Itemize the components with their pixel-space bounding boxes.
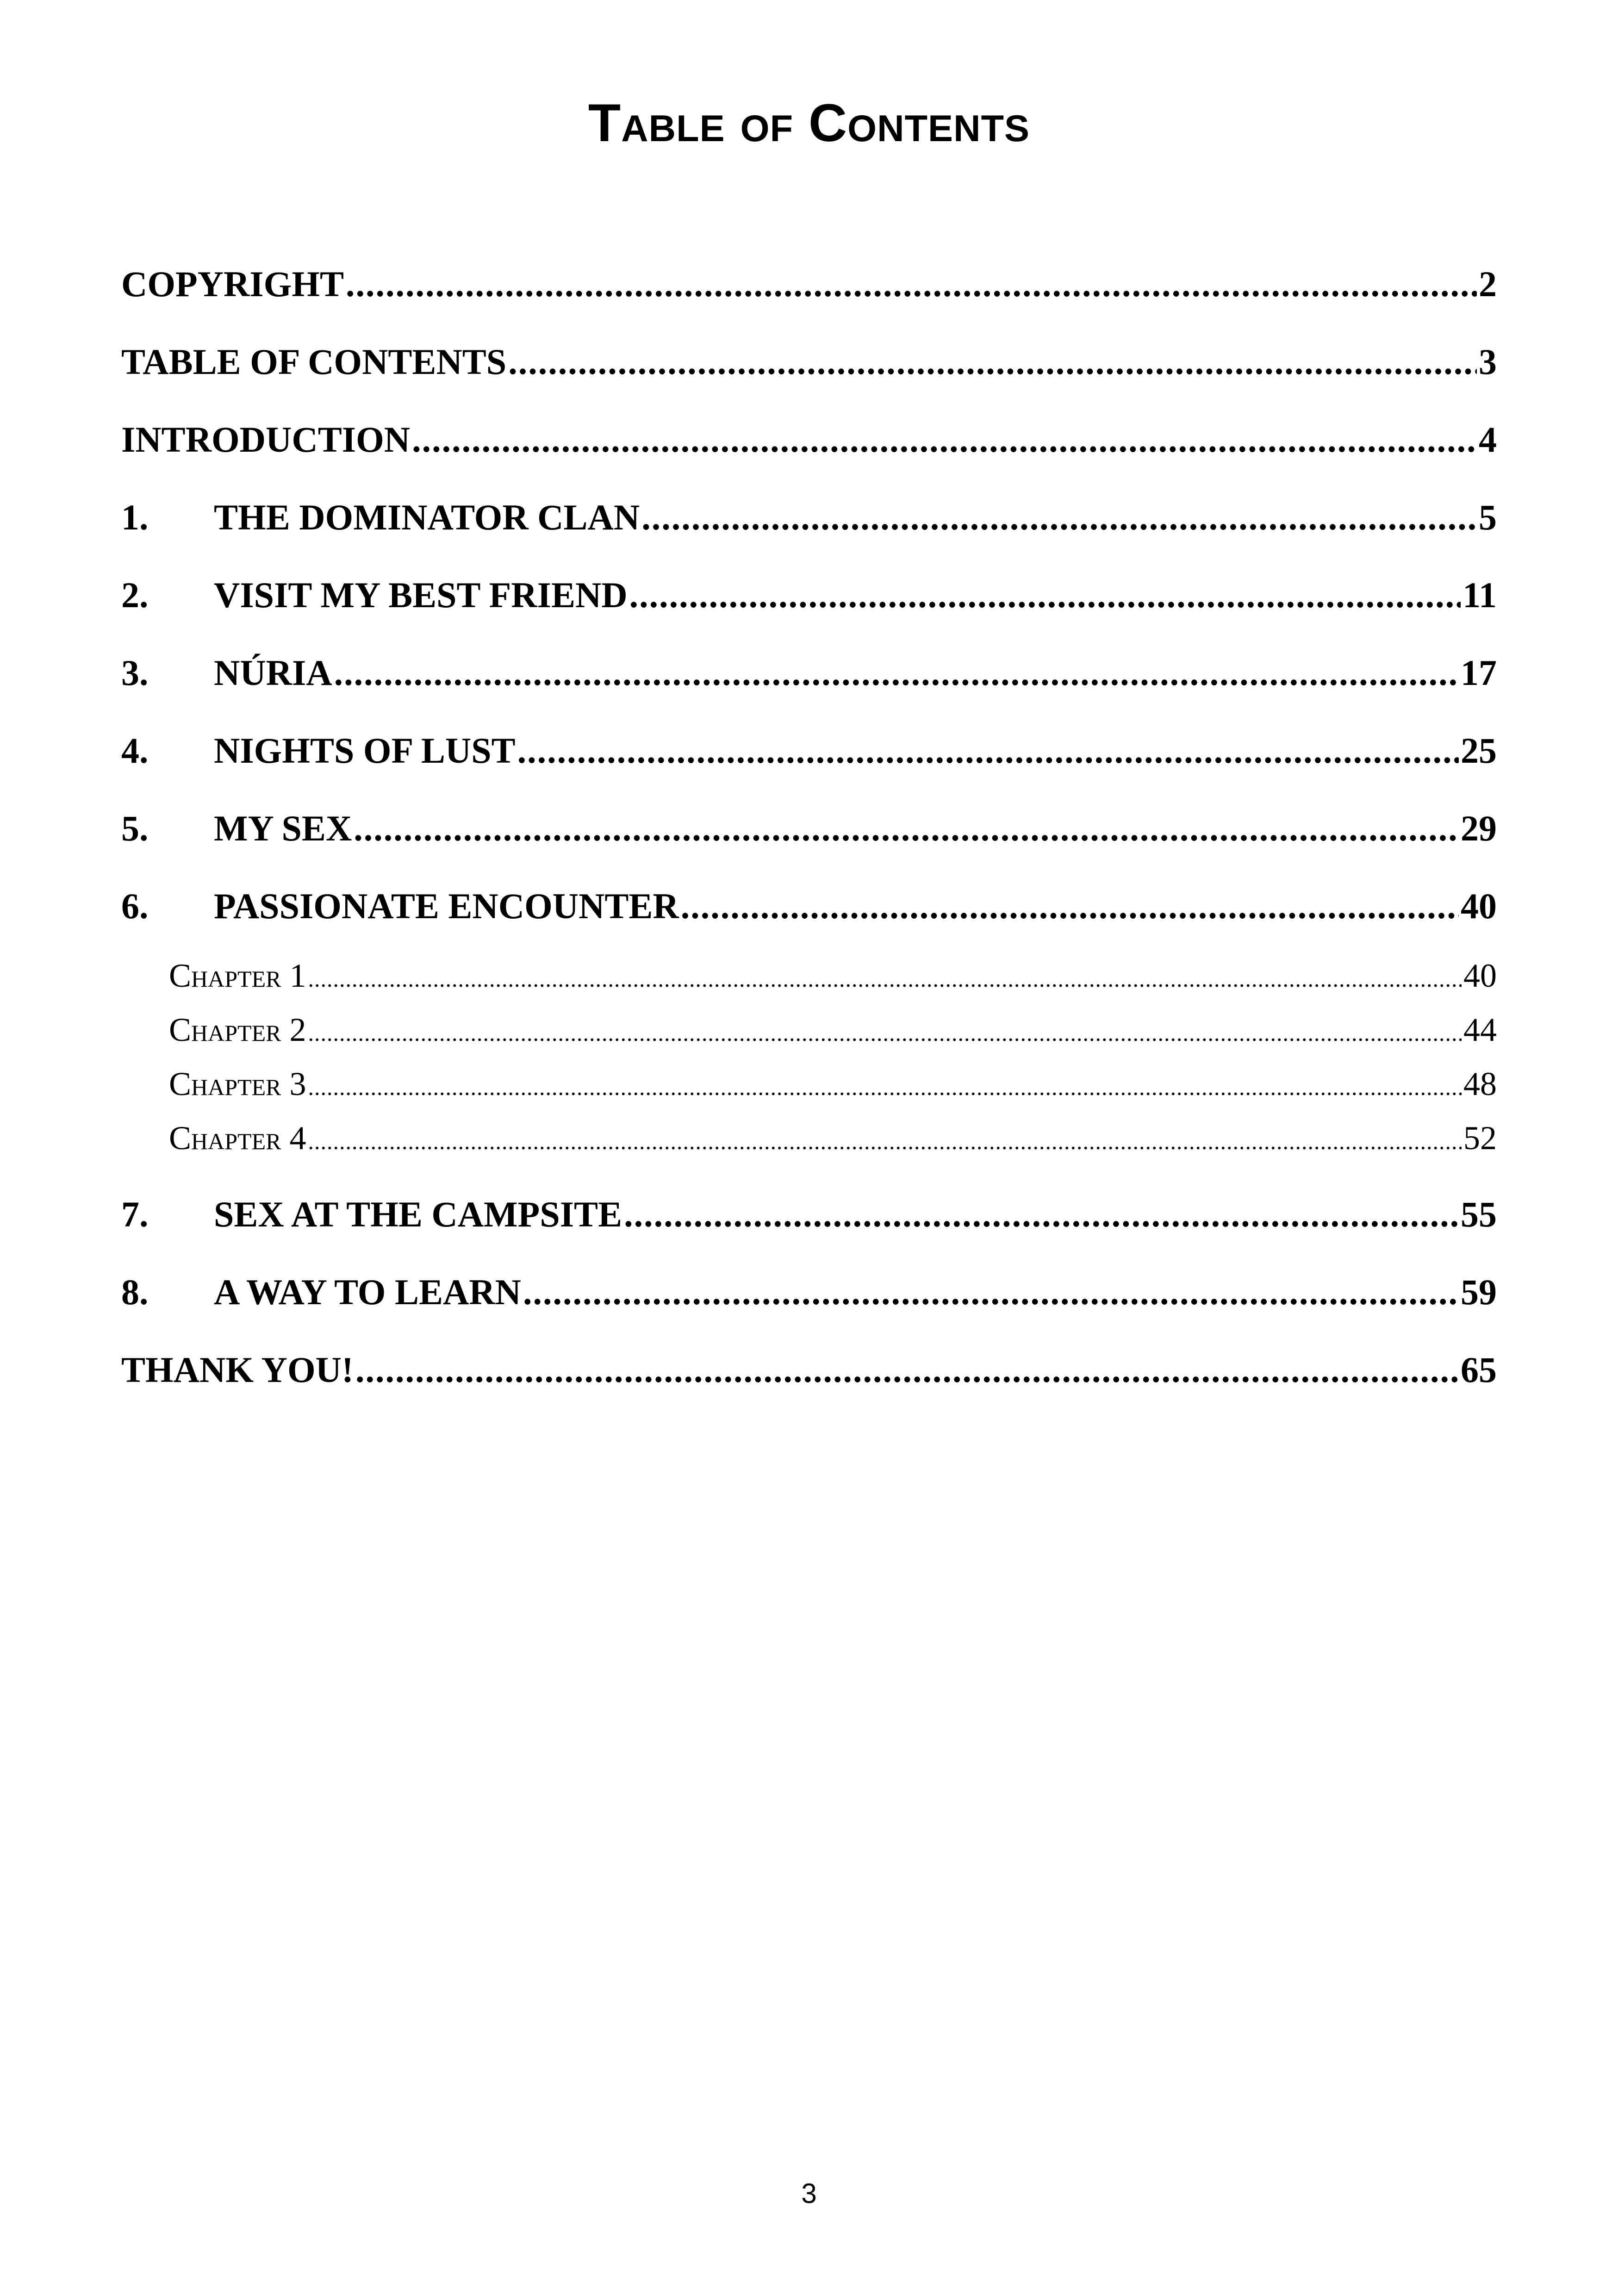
- toc-entry-number: 8.: [121, 1272, 149, 1312]
- toc-entry-label: NÚRIA: [214, 653, 332, 693]
- toc-subentry-page: 52: [1463, 1120, 1497, 1157]
- toc-entry-chapter-1[interactable]: [121, 479, 1497, 556]
- dot-leader: [523, 1253, 1459, 1331]
- toc-entry-label: NIGHTS OF LUST: [214, 730, 516, 771]
- toc-entry-label: A WAY TO LEARN: [214, 1272, 521, 1312]
- toc-entry-table-of-contents[interactable]: [121, 323, 1497, 401]
- toc-entry-page: 3: [1479, 342, 1497, 382]
- page-title: Table of Contents: [588, 93, 1030, 153]
- dot-leader: [517, 712, 1459, 790]
- toc-entry-number: 5.: [121, 808, 149, 848]
- toc-entry-label: VISIT MY BEST FRIEND: [214, 575, 628, 615]
- toc-entry-chapter-2[interactable]: [121, 556, 1497, 634]
- toc-subentry-label: Chapter 3: [169, 1065, 306, 1102]
- toc-subentry-chapter-2[interactable]: [121, 1003, 1497, 1057]
- dot-leader: [641, 479, 1477, 556]
- dot-leader: [308, 952, 1462, 1003]
- dot-leader: [629, 556, 1461, 634]
- toc-entry-label: COPYRIGHT: [121, 264, 344, 304]
- toc-entry-copyright[interactable]: [121, 245, 1497, 323]
- toc-entry-page: 29: [1461, 808, 1497, 848]
- toc-entry-page: 55: [1461, 1194, 1497, 1234]
- toc-entry-page: 2: [1479, 264, 1497, 304]
- toc-entry-thank-you[interactable]: [121, 1331, 1497, 1409]
- toc-subentry-page: 44: [1463, 1011, 1497, 1048]
- dot-leader: [334, 634, 1459, 712]
- toc-subentry-chapter-3[interactable]: [121, 1057, 1497, 1111]
- toc-subentry-chapter-1[interactable]: [121, 949, 1497, 1003]
- dot-leader: [354, 790, 1459, 867]
- toc-entry-chapter-4[interactable]: [121, 712, 1497, 790]
- toc-entry-number: 6.: [121, 886, 149, 926]
- dot-leader: [346, 245, 1477, 323]
- toc-entry-chapter-8[interactable]: [121, 1253, 1497, 1331]
- toc-entry-label: TABLE OF CONTENTS: [121, 342, 507, 382]
- toc-entry-chapter-3[interactable]: [121, 634, 1497, 712]
- toc-entry-label: PASSIONATE ENCOUNTER: [214, 886, 679, 926]
- toc-subentry-page: 40: [1463, 957, 1497, 994]
- toc-entry-label: MY SEX: [214, 808, 352, 848]
- toc-entry-page: 17: [1461, 653, 1497, 693]
- toc-entry-page: 59: [1461, 1272, 1497, 1312]
- toc-entry-introduction[interactable]: [121, 401, 1497, 479]
- toc-entry-number: 4.: [121, 730, 149, 771]
- toc-entry-label: INTRODUCTION: [121, 419, 411, 460]
- toc-subentry-chapter-4[interactable]: [121, 1111, 1497, 1165]
- page-number: 3: [801, 2178, 817, 2209]
- dot-leader: [355, 1331, 1459, 1409]
- toc-entry-page: 25: [1461, 730, 1497, 771]
- toc-entry-chapter-6[interactable]: [121, 867, 1497, 945]
- dot-leader: [308, 1006, 1462, 1057]
- toc-entry-label: SEX AT THE CAMPSITE: [214, 1194, 622, 1234]
- toc-entry-chapter-7[interactable]: [121, 1176, 1497, 1253]
- toc-entry-page: 11: [1462, 575, 1497, 615]
- toc-entry-chapter-5[interactable]: [121, 790, 1497, 867]
- toc-entry-number: 1.: [121, 497, 149, 537]
- dot-leader: [624, 1176, 1459, 1253]
- toc-entry-page: 65: [1461, 1350, 1497, 1390]
- dot-leader: [412, 401, 1477, 479]
- toc-subentry-label: Chapter 4: [169, 1120, 306, 1157]
- toc-entry-page: 40: [1461, 886, 1497, 926]
- dot-leader: [508, 323, 1477, 401]
- toc-subentry-label: Chapter 1: [169, 957, 306, 994]
- table-of-contents: [121, 245, 1497, 1409]
- dot-leader: [681, 867, 1459, 945]
- toc-entry-page: 5: [1479, 497, 1497, 537]
- toc-entry-page: 4: [1479, 419, 1497, 460]
- toc-subentry-label: Chapter 2: [169, 1011, 306, 1048]
- toc-subentry-page: 48: [1463, 1065, 1497, 1102]
- toc-entry-label: THANK YOU!: [121, 1350, 354, 1390]
- toc-entry-number: 3.: [121, 653, 149, 693]
- toc-entry-number: 7.: [121, 1194, 149, 1234]
- toc-entry-number: 2.: [121, 575, 149, 615]
- toc-entry-label: THE DOMINATOR CLAN: [214, 497, 640, 537]
- dot-leader: [308, 1114, 1462, 1165]
- dot-leader: [308, 1060, 1462, 1111]
